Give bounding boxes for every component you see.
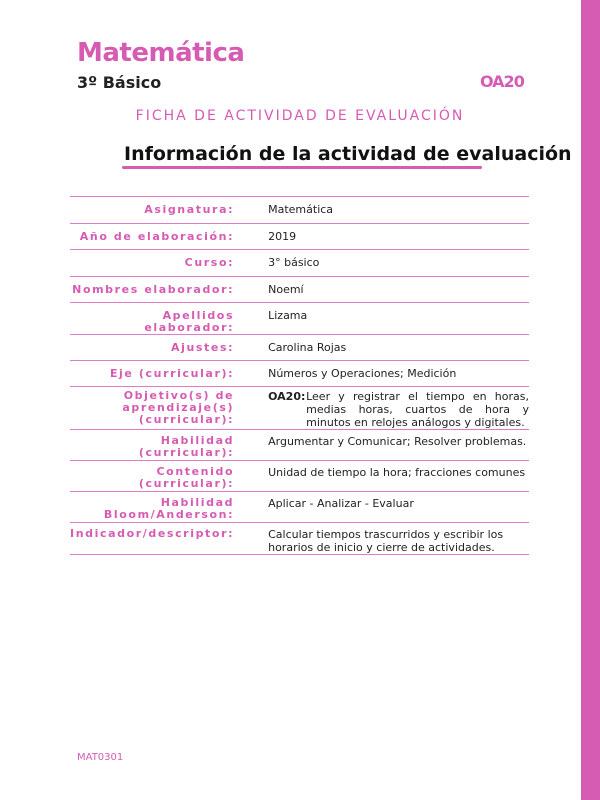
- row-value: Matemática: [251, 197, 529, 224]
- row-value: Aplicar - Analizar - Evaluar: [251, 492, 529, 523]
- row-value: Números y Operaciones; Medición: [251, 361, 529, 387]
- row-label: Apellidos elaborador:: [70, 303, 251, 335]
- objective-code: OA20: [480, 72, 524, 91]
- row-label: Curso:: [70, 250, 251, 277]
- row-value: Calcular tiempos trascurridos y escribir los horarios de inicio y cierre de actividades.: [251, 523, 529, 555]
- table-row: [70, 250, 529, 277]
- row-label: Año de elaboración:: [70, 224, 251, 250]
- document-code: MAT0301: [77, 752, 124, 763]
- subject-title: Matemática: [77, 38, 245, 68]
- row-label: Ajustes:: [70, 335, 251, 361]
- table-row: [70, 303, 529, 335]
- table-row: [70, 461, 529, 492]
- row-label: Contenido (curricular):: [70, 461, 251, 492]
- row-label: Indicador/descriptor:: [70, 523, 251, 555]
- info-table: [70, 196, 529, 555]
- row-label: Nombres elaborador:: [70, 277, 251, 303]
- section-title: Información de la actividad de evaluación: [124, 143, 572, 165]
- row-label: Objetivo(s) de aprendizaje(s) (curricular):: [70, 387, 251, 430]
- row-value: Noemí: [251, 277, 529, 303]
- table-row: [70, 224, 529, 250]
- title-underline: [122, 166, 482, 169]
- table-row: [70, 197, 529, 224]
- table-row: [70, 361, 529, 387]
- row-value: Carolina Rojas: [251, 335, 529, 361]
- grade-label: 3º Básico: [77, 73, 162, 92]
- row-label: Habilidad Bloom/Anderson:: [70, 492, 251, 523]
- sheet-type-heading: FICHA DE ACTIVIDAD DE EVALUACIÓN: [135, 108, 465, 124]
- objective-value-code: OA20:: [268, 390, 306, 403]
- row-value: Unidad de tiempo la hora; fracciones comunes: [251, 461, 529, 492]
- row-label: Habilidad (curricular):: [70, 430, 251, 461]
- row-value: Argumentar y Comunicar; Resolver problemas.: [251, 430, 529, 461]
- row-label: Eje (curricular):: [70, 361, 251, 387]
- row-label: Asignatura:: [70, 197, 251, 224]
- row-value: 3° básico: [251, 250, 529, 277]
- table-row: [70, 277, 529, 303]
- objective-value-text: Leer y registrar el tiempo en horas, medias horas, cuartos de hora y minutos en relojes análogos y digitales.: [306, 390, 529, 429]
- table-row: [70, 492, 529, 523]
- row-value: 2019: [251, 224, 529, 250]
- row-value: Lizama: [251, 303, 529, 335]
- table-row: [70, 430, 529, 461]
- row-value: [251, 387, 529, 430]
- table-row: [70, 387, 529, 430]
- table-row: [70, 523, 529, 555]
- table-row: [70, 335, 529, 361]
